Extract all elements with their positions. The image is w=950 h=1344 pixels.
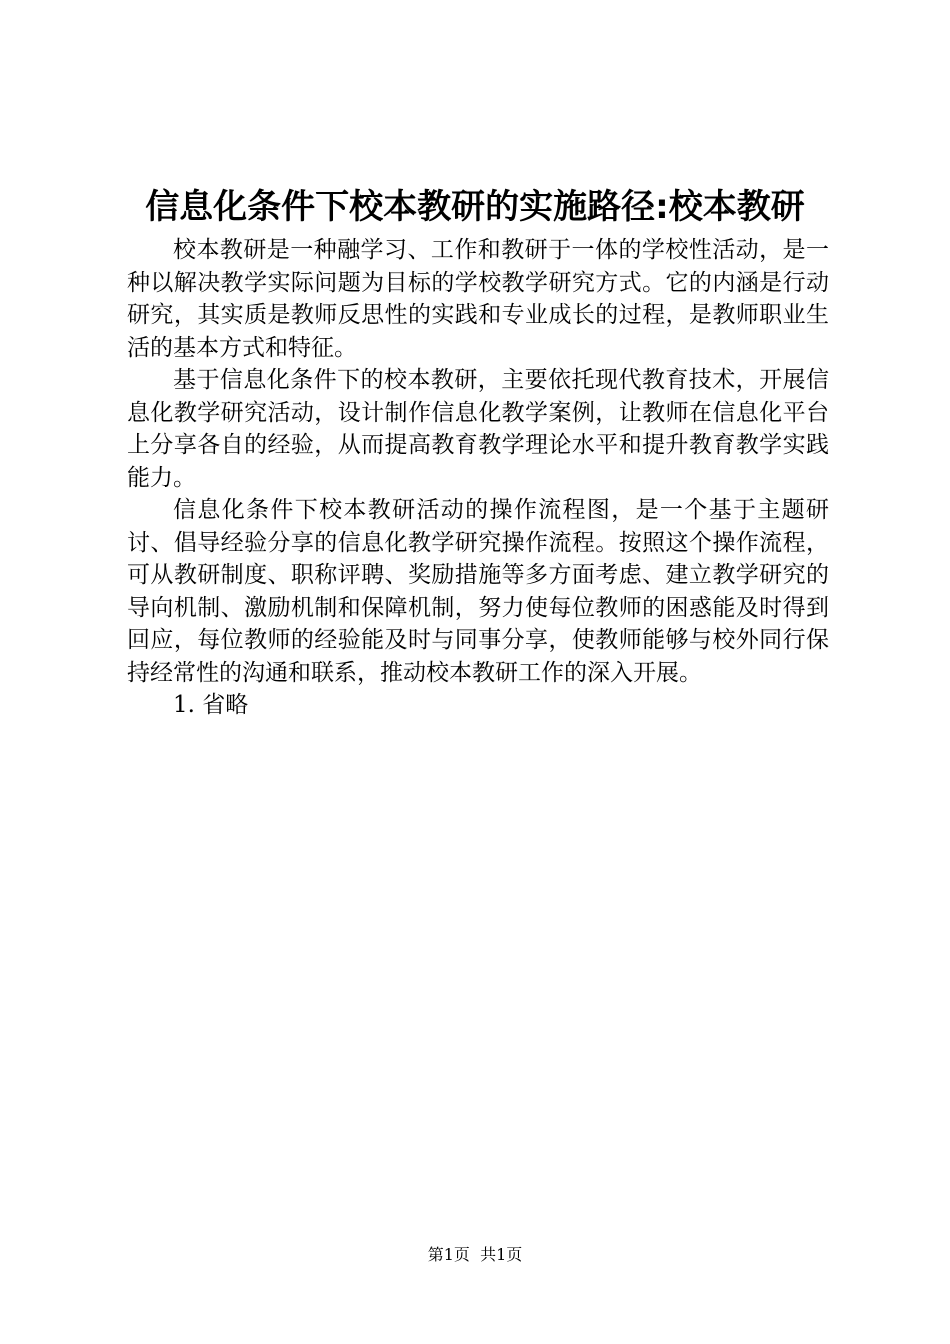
paragraph-4: 1. 省略 xyxy=(173,692,249,718)
document-body xyxy=(127,234,829,722)
page-footer: 第1页 共1页 xyxy=(427,1245,523,1264)
paragraph-2: 基于信息化条件下的校本教研，主要依托现代教育技术，开展信息化教学研究活动，设计制作信息化教学案例，让教师在信息化平台上分享各自的经验，从而提高教育教学理论水平和提升教育教学实践能力。 xyxy=(127,367,829,491)
document-title: 信息化条件下校本教研的实施路径:校本教研 xyxy=(145,187,805,227)
paragraph-1: 校本教研是一种融学习、工作和教研于一体的学校性活动，是一种以解决教学实际问题为目标的学校教学研究方式。它的内涵是行动研究，其实质是教师反思性的实践和专业成长的过程，是教师职业生活的基本方式和特征。 xyxy=(127,237,829,361)
paragraph-3: 信息化条件下校本教研活动的操作流程图，是一个基于主题研讨、倡导经验分享的信息化教学研究操作流程。按照这个操作流程，可从教研制度、职称评聘、奖励措施等多方面考虑、建立教学研究的导向机制、激励机制和保障机制，努力使每位教师的困惑能及时得到回应，每位教师的经验能及时与同事分享，使教师能够与校外同行保持经常性的沟通和联系，推动校本教研工作的深入开展。 xyxy=(127,497,829,686)
